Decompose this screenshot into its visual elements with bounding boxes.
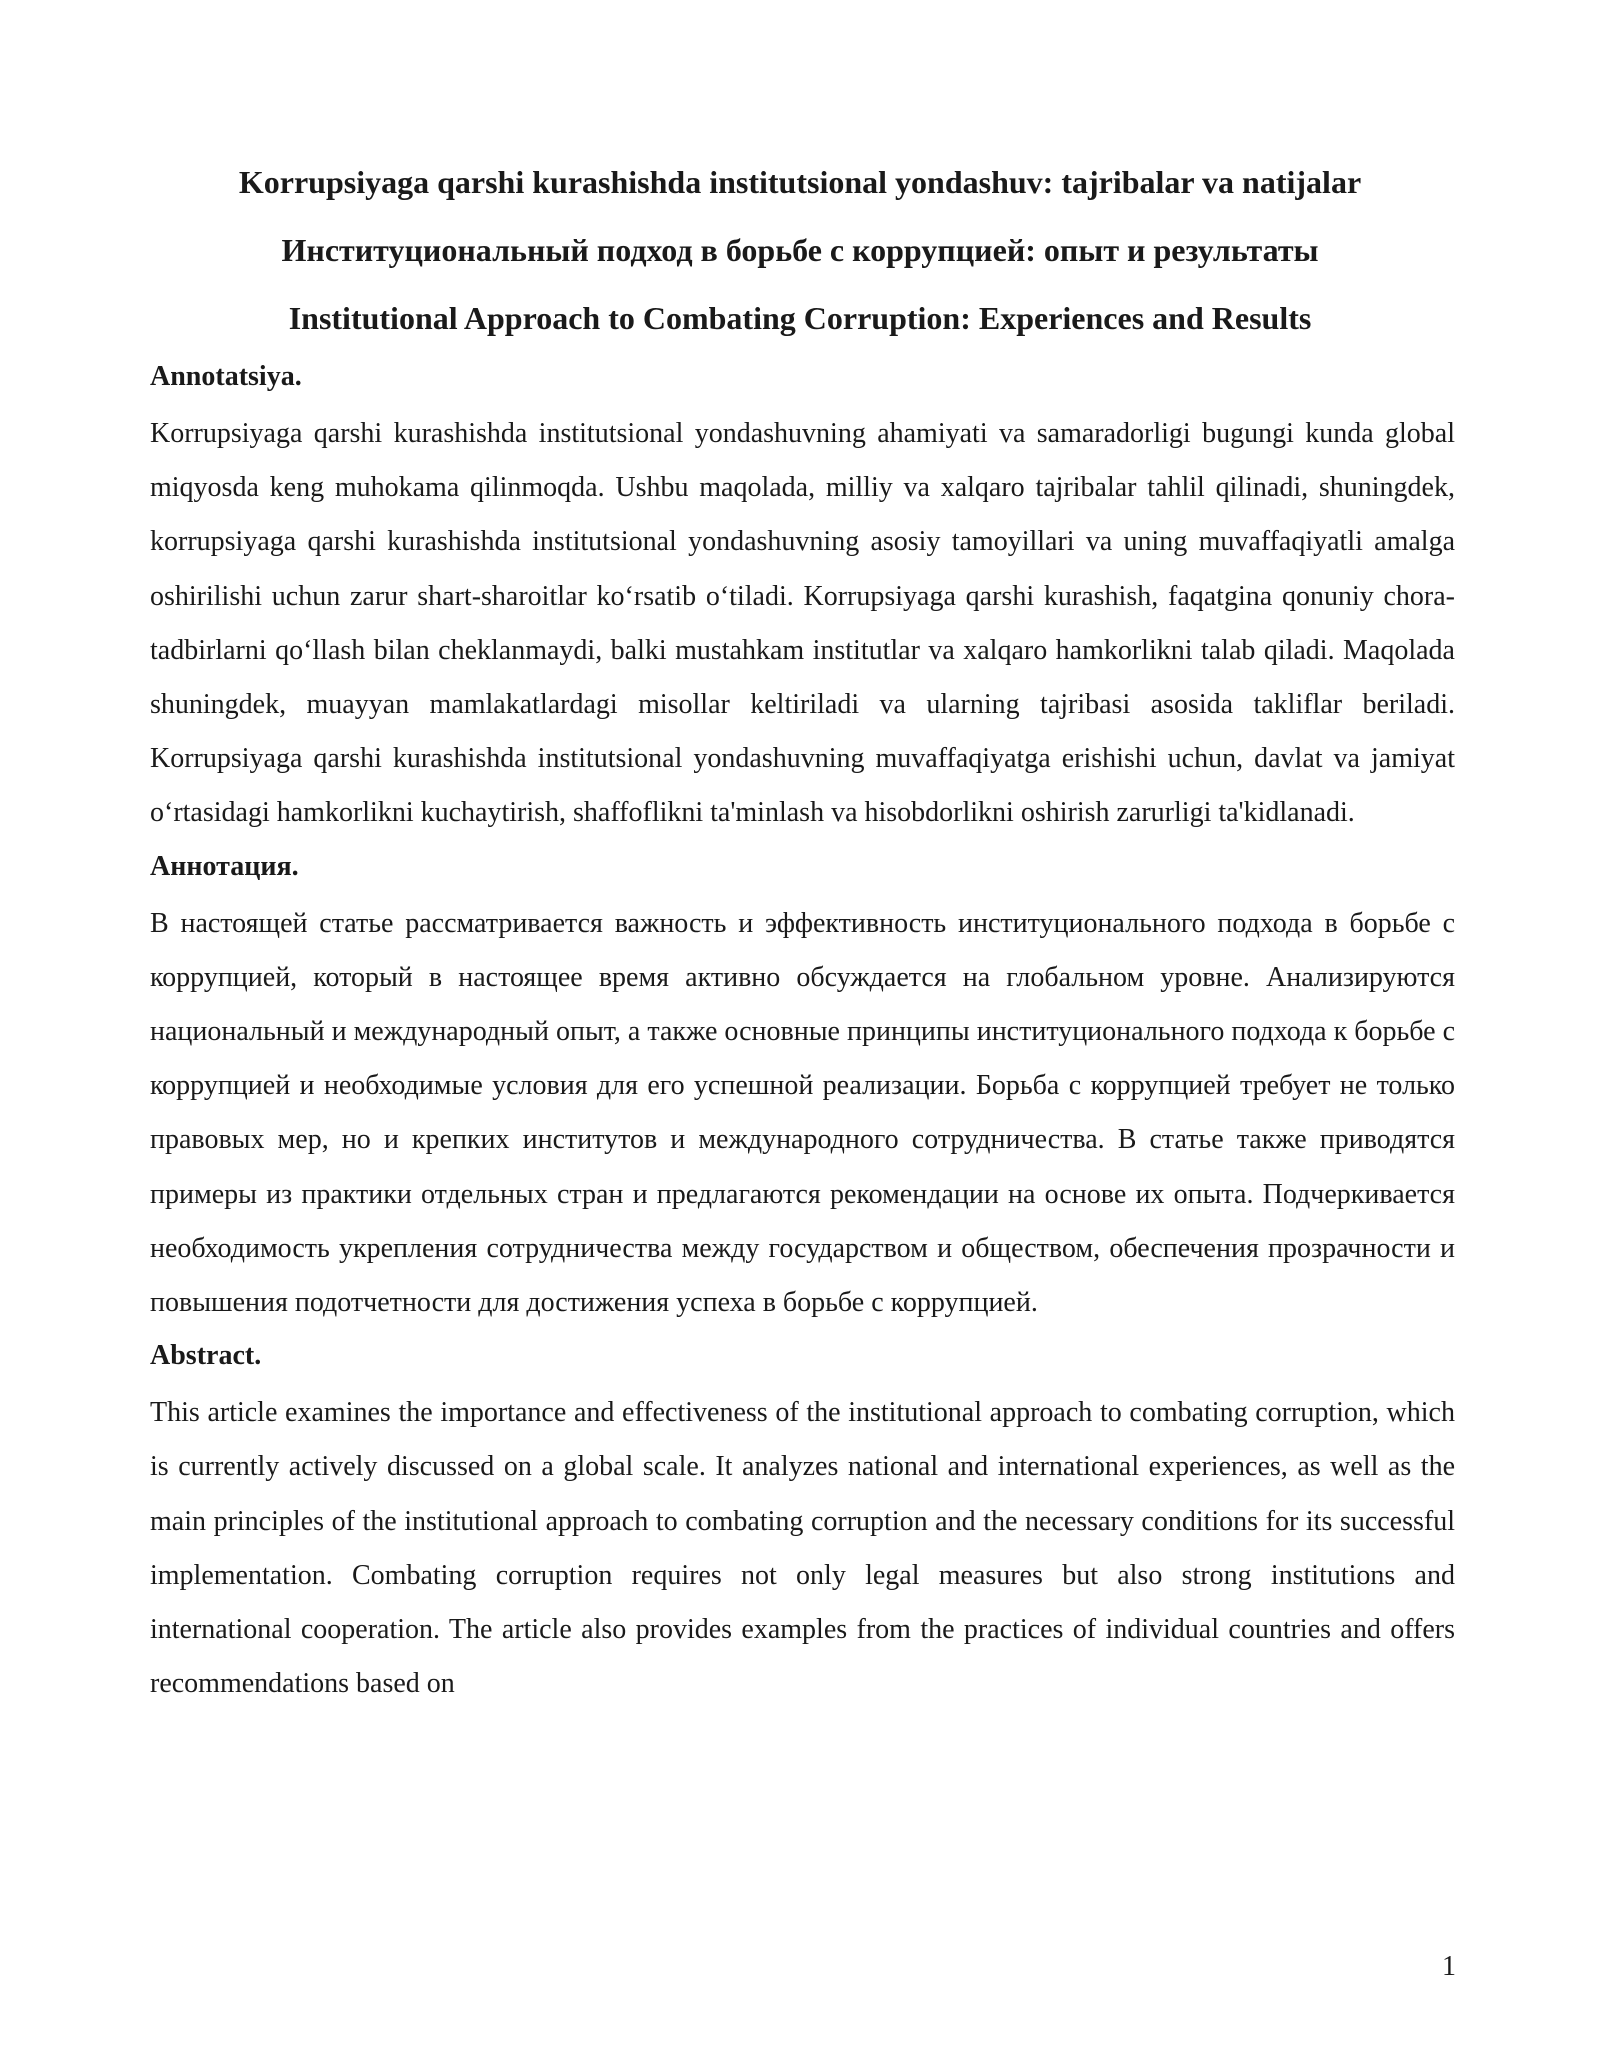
abstract-uzbek-heading: Annotatsiya. [150,361,302,392]
page-number: 1 [1442,1951,1456,1982]
abstract-russian [150,847,1455,1331]
title-block [150,148,1450,352]
abstracts [150,357,1455,1717]
abstract-english-text: This article examines the importance and effectiveness of the institutional approach to combating corruption, which is currently actively discussed on a global scale. It analyzes national and international experiences, as well as the main principles of the institutional approach to combating corruption and the necessary conditions for its successful implementation. Combating corruption requires not only legal measures but also strong institutions and international cooperation. The article also provides examples from the practices of individual countries and offers recommendations based on [150,1397,1455,1700]
abstract-english [150,1336,1455,1711]
abstract-russian-heading: Аннотация. [150,850,299,882]
abstract-uzbek-text: Korrupsiyaga qarshi kurashishda institutsional yondashuvning ahamiyati va samaradorligi bugungi kunda global miqyosda keng muhokama qilinmoqda. Ushbu maqolada, milliy va xalqaro tajribalar tahlil qilinadi, shuningdek, korrupsiyaga qarshi kurashishda institutsional yondashuvning asosiy tamoyillari va uning muvaffaqiyatli amalga oshirilishi uchun zarur shart-sharoitlar koʻrsatib oʻtiladi. Korrupsiyaga qarshi kurashish, faqatgina qonuniy chora-tadbirlarni qoʻllash bilan cheklanmaydi, balki mustahkam institutlar va xalqaro hamkorlikni talab qiladi. Maqolada shuningdek, muayyan mamlakatlardagi misollar keltiriladi va ularning tajribasi asosida takliflar beriladi. Korrupsiyaga qarshi kurashishda institutsional yondashuvning muvaffaqiyatga erishishi uchun, davlat va jamiyat oʻrtasidagi hamkorlikni kuchaytirish, shaffoflikni ta'minlash va hisobdorlikni oshirish zarurligi ta'kidlanadi. [150,418,1455,829]
title-russian: Институциональный подход в борьбе с коррупцией: опыт и результаты [281,232,1319,268]
abstract-english-heading: Abstract. [150,1340,262,1372]
abstract-russian-text: В настоящей статье рассматривается важность и эффективность институционального подхода в борьбе с коррупцией, который в настоящее время активно обсуждается на глобальном уровне. Анализируются национальный и международный опыт, а также основные принципы институционального подхода к борьбе с коррупцией и необходимые условия для его успешной реализации. Борьба с коррупцией требует не только правовых мер, но и крепких институтов и международного сотрудничества. В статье также приводятся примеры из практики отдельных стран и предлагаются рекомендации на основе их опыта. Подчеркивается необходимость укрепления сотрудничества между государством и обществом, обеспечения прозрачности и повышения подотчетности для достижения успеха в борьбе с коррупцией. [150,907,1455,1319]
title-english: Institutional Approach to Combating Corruption: Experiences and Results [288,300,1312,336]
abstract-uzbek [150,357,1455,841]
title-uzbek: Korrupsiyaga qarshi kurashishda institutsional yondashuv: tajribalar va natijalar [238,164,1362,200]
